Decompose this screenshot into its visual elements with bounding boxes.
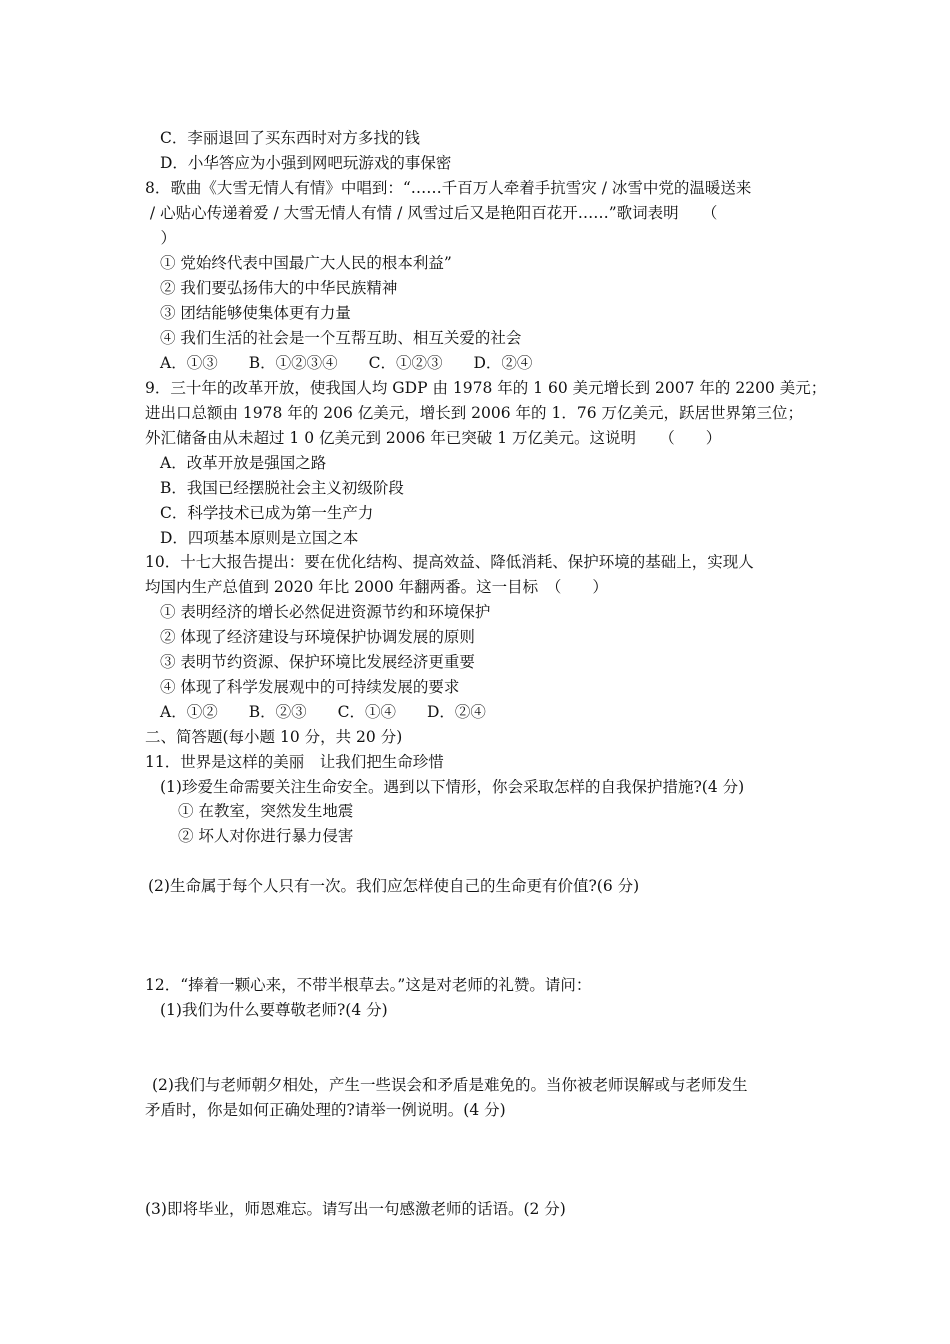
question-9-option-c: C．科学技术已成为第一生产力 <box>160 504 374 522</box>
question-12-part-1: (1)我们为什么要尊敬老师?(4 分) <box>160 1001 388 1019</box>
question-8-options: A．①③ B．①②③④ C．①②③ D．②④ <box>160 354 533 372</box>
question-10-statement-1: ① 表明经济的增长必然促进资源节约和环境保护 <box>160 603 491 621</box>
question-8-statement-1: ① 党始终代表中国最广大人民的根本利益” <box>160 254 452 272</box>
question-11-case-2: ② 坏人对你进行暴力侵害 <box>178 827 354 845</box>
question-9-stem-line3: 外汇储备由从未超过 1 0 亿美元到 2006 年已突破 1 万亿美元。这说明 （ ） <box>145 429 722 447</box>
option-7c: C．李丽退回了买东西时对方多找的钱 <box>160 129 420 147</box>
question-8-statement-2: ② 我们要弘扬伟大的中华民族精神 <box>160 279 398 297</box>
question-9-option-d: D．四项基本原则是立国之本 <box>160 529 359 547</box>
question-9-stem-line2: 进出口总额由 1978 年的 206 亿美元，增长到 2006 年的 1．76 万亿美元，跃居世界第三位； <box>145 404 803 422</box>
question-9-stem-line1: 9．三十年的改革开放，使我国人均 GDP 由 1978 年的 1 60 美元增长到 2007 年的 2200 美元； <box>145 379 827 397</box>
section-2-heading: 二、简答题(每小题 10 分，共 20 分) <box>145 728 403 746</box>
question-11-part-2: (2)生命属于每个人只有一次。我们应怎样使自己的生命更有价值?(6 分) <box>148 877 640 895</box>
question-10-statement-4: ④ 体现了科学发展观中的可持续发展的要求 <box>160 678 460 696</box>
question-12-part-2-line1: (2)我们与老师朝夕相处，产生一些误会和矛盾是难免的。当你被老师误解或与老师发生 <box>152 1076 748 1094</box>
question-10-stem-line2: 均国内生产总值到 2020 年比 2000 年翻两番。这一目标 （ ） <box>145 578 608 596</box>
question-11-stem: 11．世界是这样的美丽 让我们把生命珍惜 <box>145 753 444 771</box>
question-8-stem-line2: / 心贴心传递着爱 / 大雪无情人有情 / 风雪过后又是艳阳百花开……”歌词表明 （ <box>145 204 718 222</box>
question-8-statement-3: ③ 团结能够使集体更有力量 <box>160 304 351 322</box>
question-11-case-1: ① 在教室，突然发生地震 <box>178 802 354 820</box>
question-8-statement-4: ④ 我们生活的社会是一个互帮互助、相互关爱的社会 <box>160 329 522 347</box>
option-7d: D．小华答应为小强到网吧玩游戏的事保密 <box>160 154 452 172</box>
question-9-option-a: A．改革开放是强国之路 <box>160 454 327 472</box>
question-12-stem: 12．“捧着一颗心来，不带半根草去。”这是对老师的礼赞。请问： <box>145 976 592 994</box>
question-8-stem-line1: 8．歌曲《大雪无情人有情》中唱到：“……千百万人牵着手抗雪灾 / 冰雪中党的温暖送来 <box>145 179 752 197</box>
question-12-part-2-line2: 矛盾时，你是如何正确处理的?请举一例说明。(4 分) <box>145 1101 506 1119</box>
question-10-statement-3: ③ 表明节约资源、保护环境比发展经济更重要 <box>160 653 475 671</box>
question-12-part-3: (3)即将毕业，师恩难忘。请写出一句感激老师的话语。(2 分) <box>145 1200 566 1218</box>
question-10-stem-line1: 10．十七大报告提出：要在优化结构、提高效益、降低消耗、保护环境的基础上，实现人 <box>145 553 754 571</box>
question-10-statement-2: ② 体现了经济建设与环境保护协调发展的原则 <box>160 628 475 646</box>
question-11-part-1: (1)珍爱生命需要关注生命安全。遇到以下情形，你会采取怎样的自我保护措施?(4 分) <box>160 778 745 796</box>
question-10-options: A．①② B．②③ C．①④ D．②④ <box>160 703 486 721</box>
question-8-stem-line3: ） <box>145 229 177 247</box>
question-9-option-b: B．我国已经摆脱社会主义初级阶段 <box>160 479 404 497</box>
